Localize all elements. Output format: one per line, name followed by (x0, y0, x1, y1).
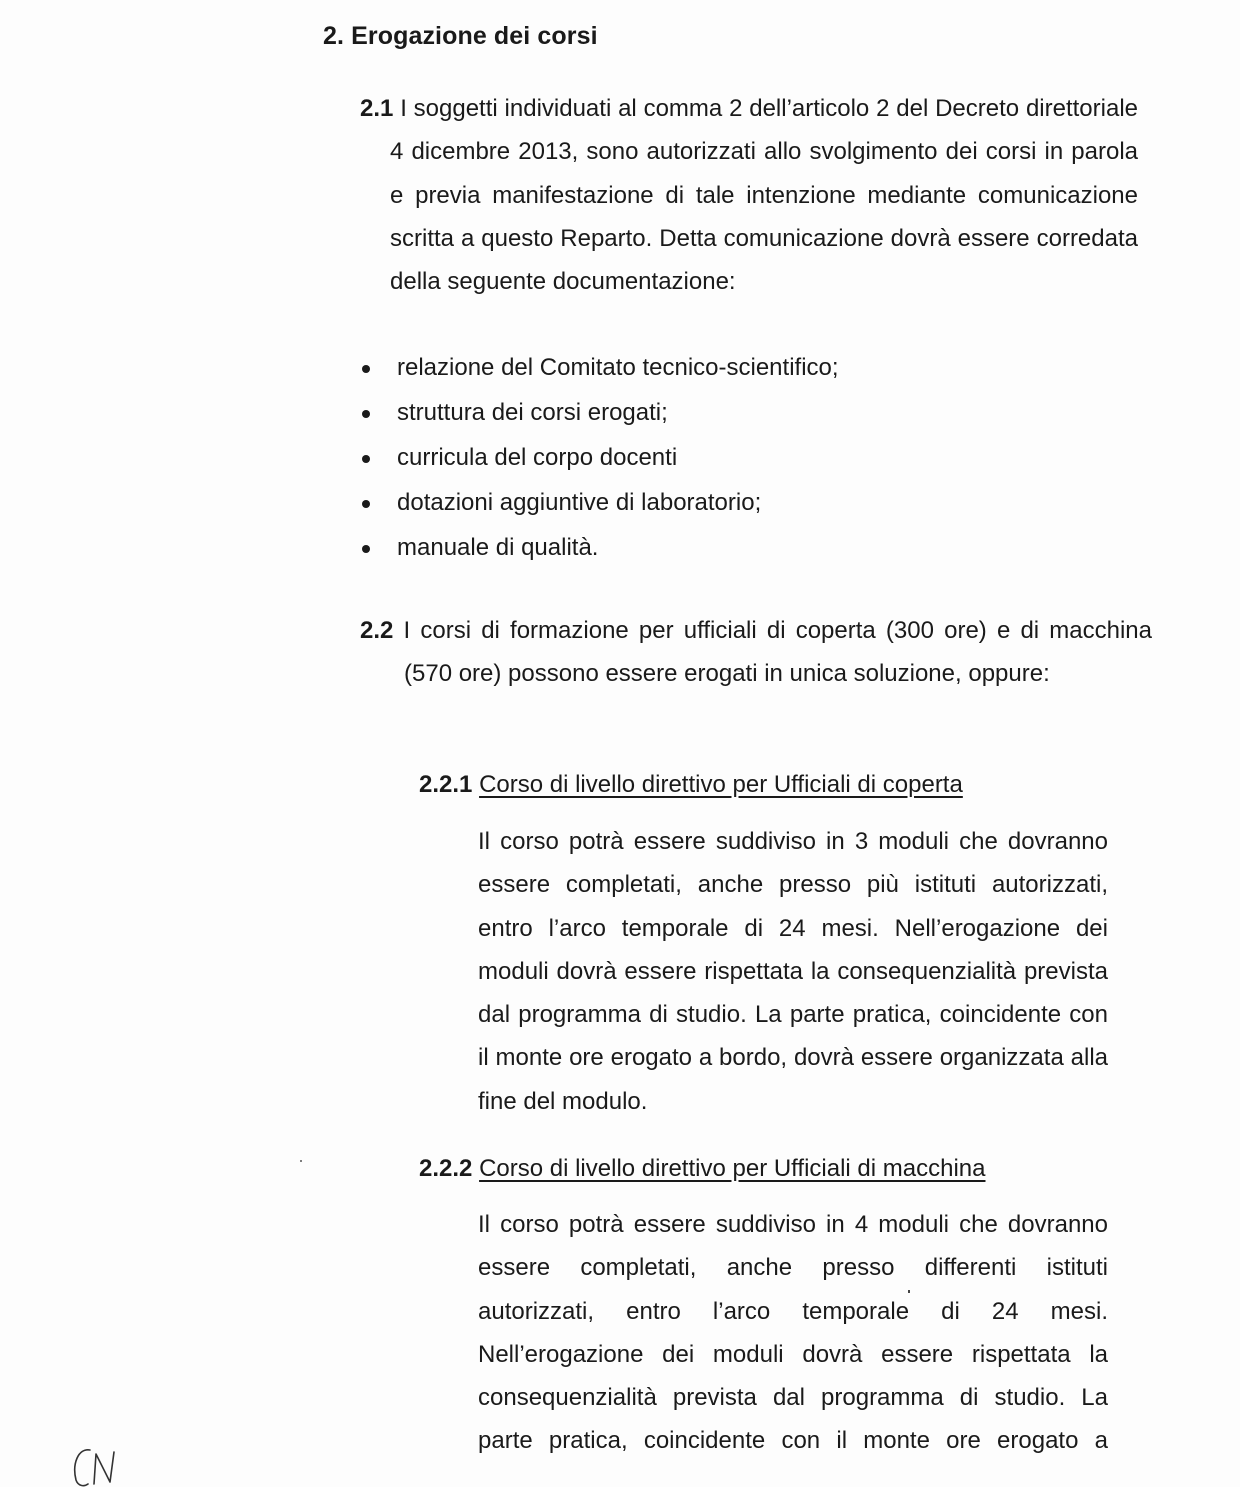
bullet-dot-icon (362, 365, 370, 373)
paragraph-2-2 (360, 609, 1152, 696)
section-title: Erogazione dei corsi (351, 22, 598, 50)
subsection-title: Corso di livello direttivo per Ufficiali di macchina (479, 1155, 986, 1182)
bullet-text: relazione del Comitato tecnico-scientifico; (397, 354, 839, 381)
bullet-dot-icon (362, 545, 370, 553)
bullet-text: curricula del corpo docenti (397, 444, 678, 471)
paragraph-number: 2.2 (360, 617, 394, 644)
subsection-heading-2-2-1 (419, 770, 963, 800)
bullet-text: dotazioni aggiuntive di laboratorio; (397, 489, 762, 516)
bullet-dot-icon (362, 455, 370, 463)
subsection-text-2-2-2: Il corso potrà essere suddiviso in 4 moduli che dovranno essere completati, anche presso differenti istituti autorizzati, entro l’arco temporale di 24 mesi. Nell’erogazione dei moduli dovrà essere rispettata la consequenzialità prevista dal programma di studio. La parte pratica, coincidente con il monte ore erogato a (478, 1211, 1108, 1455)
subsection-number: 2.2.2 (419, 1155, 473, 1182)
bullet-dot-icon (362, 410, 370, 418)
paragraph-text: I corsi di formazione per ufficiali di coperta (300 ore) e di macchina (570 ore) possono essere erogati in unica soluzione, oppure: (403, 617, 1153, 688)
paragraph-2-1 (360, 87, 1138, 303)
bullet-text: manuale di qualità. (397, 534, 599, 561)
paragraph-number: 2.1 (360, 95, 394, 122)
paragraph-text: I soggetti individuati al comma 2 dell’articolo 2 del Decreto direttoriale 4 dicembre 2013, sono autorizzati allo svolgimento dei corsi in parola e previa manifestazione di tale intenzione mediante comunicazione scritta a questo Reparto. Detta comunicazione dovrà essere corredata della seguente documentazione: (390, 95, 1138, 296)
handwritten-initials-icon (68, 1444, 128, 1487)
bullet-dot-icon (362, 500, 370, 508)
section-heading (323, 22, 598, 51)
subsection-title: Corso di livello direttivo per Ufficiali di coperta (479, 771, 963, 798)
section-number: 2. (323, 22, 345, 50)
scan-speck (908, 1290, 910, 1293)
subsection-heading-2-2-2 (419, 1154, 986, 1184)
bullet-text: struttura dei corsi erogati; (397, 399, 668, 426)
scan-speck (300, 1160, 302, 1162)
subsection-text-2-2-1: Il corso potrà essere suddiviso in 3 moduli che dovranno essere completati, anche presso più istituti autorizzati, entro l’arco temporale di 24 mesi. Nell’erogazione dei moduli dovrà essere rispettata la consequenzialità prevista dal programma di studio. La parte pratica, coincidente con il monte ore erogato a bordo, dovrà essere organizzata alla fine del modulo. (478, 828, 1108, 1115)
subsection-number: 2.2.1 (419, 771, 473, 798)
